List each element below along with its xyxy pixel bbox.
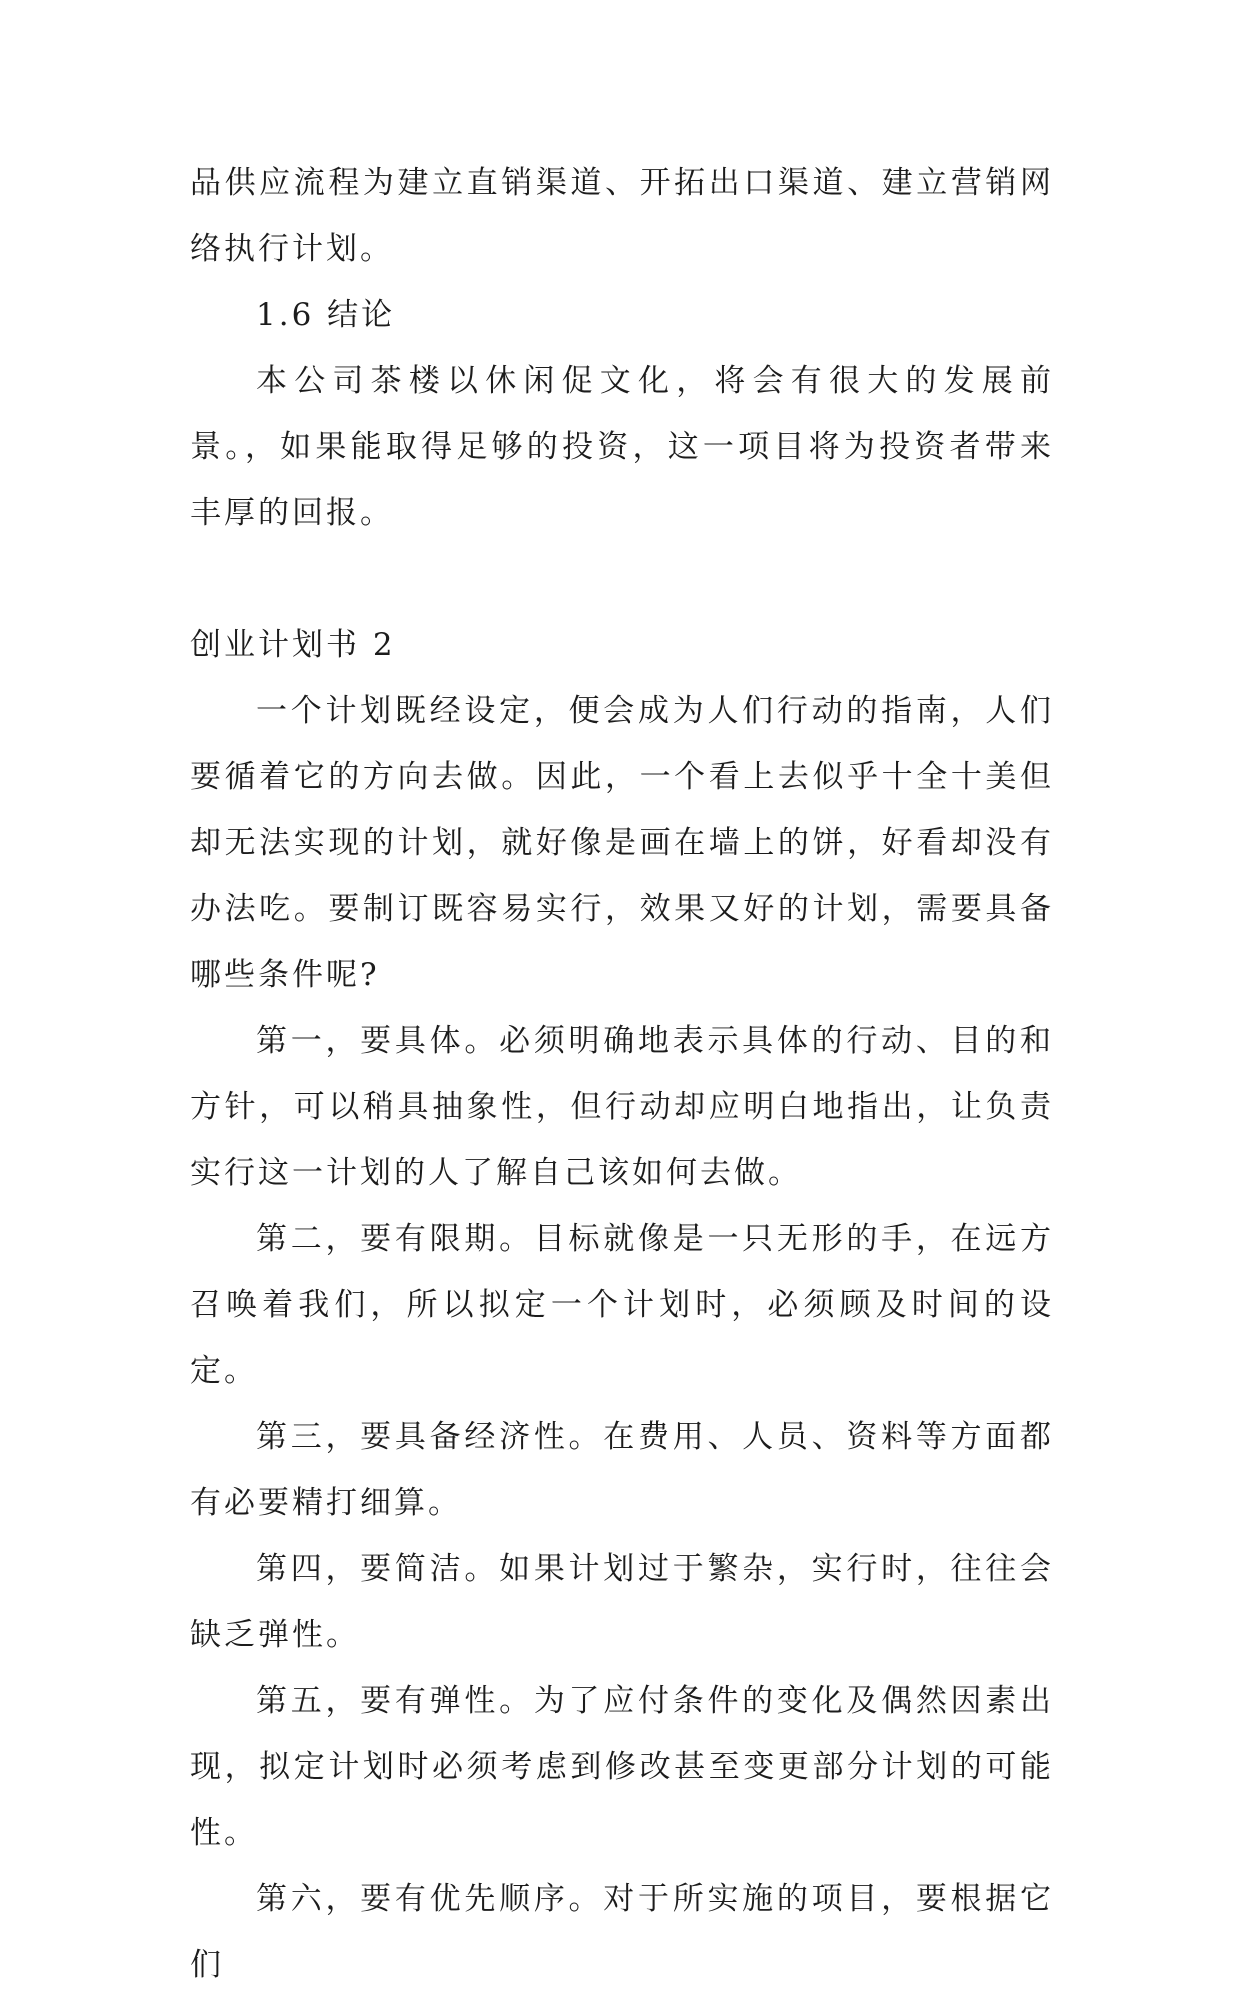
document-title-plan-2: 创业计划书 2 [190,627,396,663]
paragraph-point-5: 第五，要有弹性。为了应付条件的变化及偶然因素出现，拟定计划时必须考虑到修改甚至变更部分计划的可能性。 [190,1683,1054,1851]
paragraph-point-4: 第四，要简洁。如果计划过于繁杂，实行时，往往会缺乏弹性。 [190,1551,1054,1653]
section-heading-conclusion: 1.6 结论 [256,297,396,333]
paragraph-conclusion: 本公司茶楼以休闲促文化，将会有很大的发展前景。，如果能取得足够的投资，这一项目将为投资者带来丰厚的回报。 [190,363,1054,531]
document-body [190,150,1054,1998]
paragraph-point-2: 第二，要有限期。目标就像是一只无形的手，在远方召唤着我们，所以拟定一个计划时，必须顾及时间的设定。 [190,1221,1054,1389]
paragraph-point-3: 第三，要具备经济性。在费用、人员、资料等方面都有必要精打细算。 [190,1419,1054,1521]
paragraph-point-6: 第六，要有优先顺序。对于所实施的项目，要根据它们 [190,1881,1054,1983]
paragraph-point-1: 第一，要具体。必须明确地表示具体的行动、目的和方针，可以稍具抽象性，但行动却应明白地指出，让负责实行这一计划的人了解自己该如何去做。 [190,1023,1054,1191]
paragraph-plan-intro: 一个计划既经设定，便会成为人们行动的指南，人们要循着它的方向去做。因此，一个看上去似乎十全十美但却无法实现的计划，就好像是画在墙上的饼，好看却没有办法吃。要制订既容易实行，效果又好的计划，需要具备哪些条件呢? [190,693,1054,993]
paragraph-supply-flow: 品供应流程为建立直销渠道、开拓出口渠道、建立营销网络执行计划。 [190,165,1054,267]
